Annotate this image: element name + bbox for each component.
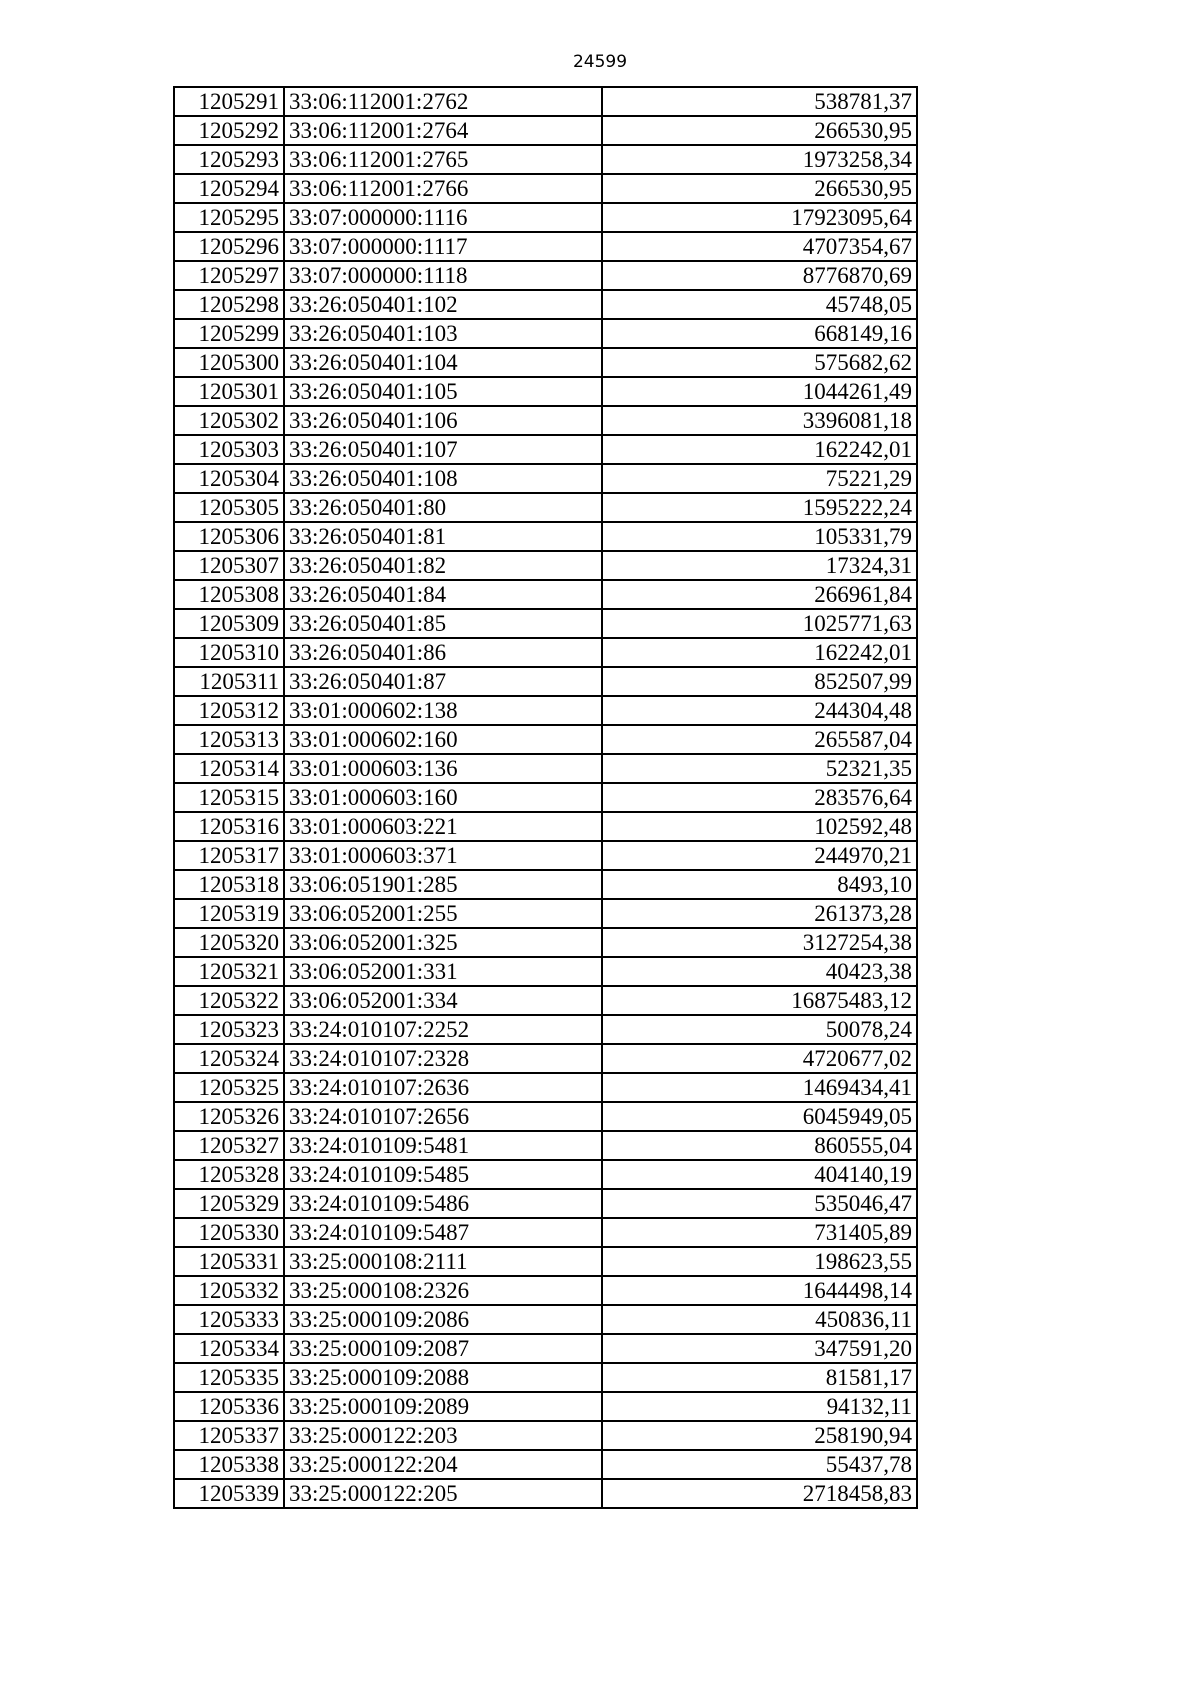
- cadastral-number-cell: 33:01:000603:136: [284, 754, 602, 783]
- row-id-cell: 1205323: [174, 1015, 284, 1044]
- cadastral-number-cell: 33:24:010107:2328: [284, 1044, 602, 1073]
- table-row: [174, 725, 917, 754]
- table-body: [174, 87, 917, 1508]
- cadastral-number-cell: 33:07:000000:1118: [284, 261, 602, 290]
- row-id-cell: 1205312: [174, 696, 284, 725]
- cadastral-number-cell: 33:25:000109:2086: [284, 1305, 602, 1334]
- table-row: [174, 1073, 917, 1102]
- table-row: [174, 1334, 917, 1363]
- table-row: [174, 1015, 917, 1044]
- cadastral-number-cell: 33:25:000109:2089: [284, 1392, 602, 1421]
- cadastral-number-cell: 33:01:000602:160: [284, 725, 602, 754]
- cadastral-number-cell: 33:26:050401:85: [284, 609, 602, 638]
- table-row: [174, 580, 917, 609]
- value-cell: 1044261,49: [602, 377, 917, 406]
- cadastral-number-cell: 33:06:112001:2762: [284, 87, 602, 116]
- value-cell: 1469434,41: [602, 1073, 917, 1102]
- row-id-cell: 1205332: [174, 1276, 284, 1305]
- value-cell: 1644498,14: [602, 1276, 917, 1305]
- value-cell: 1973258,34: [602, 145, 917, 174]
- value-cell: 538781,37: [602, 87, 917, 116]
- row-id-cell: 1205295: [174, 203, 284, 232]
- cadastral-number-cell: 33:26:050401:84: [284, 580, 602, 609]
- row-id-cell: 1205334: [174, 1334, 284, 1363]
- row-id-cell: 1205294: [174, 174, 284, 203]
- value-cell: 102592,48: [602, 812, 917, 841]
- row-id-cell: 1205308: [174, 580, 284, 609]
- value-cell: 347591,20: [602, 1334, 917, 1363]
- table-row: [174, 261, 917, 290]
- row-id-cell: 1205292: [174, 116, 284, 145]
- cadastral-number-cell: 33:25:000108:2326: [284, 1276, 602, 1305]
- cadastral-number-cell: 33:01:000603:371: [284, 841, 602, 870]
- cadastral-number-cell: 33:06:051901:285: [284, 870, 602, 899]
- table-row: [174, 493, 917, 522]
- cadastral-number-cell: 33:25:000108:2111: [284, 1247, 602, 1276]
- row-id-cell: 1205296: [174, 232, 284, 261]
- table-row: [174, 1102, 917, 1131]
- table-row: [174, 1392, 917, 1421]
- value-cell: 283576,64: [602, 783, 917, 812]
- value-cell: 17923095,64: [602, 203, 917, 232]
- value-cell: 668149,16: [602, 319, 917, 348]
- row-id-cell: 1205293: [174, 145, 284, 174]
- row-id-cell: 1205320: [174, 928, 284, 957]
- row-id-cell: 1205315: [174, 783, 284, 812]
- row-id-cell: 1205300: [174, 348, 284, 377]
- row-id-cell: 1205327: [174, 1131, 284, 1160]
- row-id-cell: 1205306: [174, 522, 284, 551]
- row-id-cell: 1205311: [174, 667, 284, 696]
- table-row: [174, 1276, 917, 1305]
- row-id-cell: 1205331: [174, 1247, 284, 1276]
- value-cell: 575682,62: [602, 348, 917, 377]
- value-cell: 244304,48: [602, 696, 917, 725]
- cadastral-number-cell: 33:01:000602:138: [284, 696, 602, 725]
- row-id-cell: 1205333: [174, 1305, 284, 1334]
- row-id-cell: 1205325: [174, 1073, 284, 1102]
- cadastral-number-cell: 33:26:050401:107: [284, 435, 602, 464]
- value-cell: 16875483,12: [602, 986, 917, 1015]
- table-row: [174, 1131, 917, 1160]
- value-cell: 265587,04: [602, 725, 917, 754]
- row-id-cell: 1205303: [174, 435, 284, 464]
- cadastral-number-cell: 33:26:050401:102: [284, 290, 602, 319]
- row-id-cell: 1205318: [174, 870, 284, 899]
- table-row: [174, 377, 917, 406]
- cadastral-number-cell: 33:26:050401:106: [284, 406, 602, 435]
- value-cell: 261373,28: [602, 899, 917, 928]
- value-cell: 162242,01: [602, 435, 917, 464]
- cadastral-number-cell: 33:25:000122:203: [284, 1421, 602, 1450]
- table-row: [174, 203, 917, 232]
- row-id-cell: 1205301: [174, 377, 284, 406]
- row-id-cell: 1205304: [174, 464, 284, 493]
- cadastral-number-cell: 33:01:000603:160: [284, 783, 602, 812]
- cadastral-number-cell: 33:26:050401:80: [284, 493, 602, 522]
- cadastral-number-cell: 33:26:050401:108: [284, 464, 602, 493]
- value-cell: 4707354,67: [602, 232, 917, 261]
- value-cell: 45748,05: [602, 290, 917, 319]
- cadastral-number-cell: 33:26:050401:86: [284, 638, 602, 667]
- cadastral-number-cell: 33:01:000603:221: [284, 812, 602, 841]
- row-id-cell: 1205305: [174, 493, 284, 522]
- table-row: [174, 116, 917, 145]
- table-row: [174, 174, 917, 203]
- table-row: [174, 870, 917, 899]
- cadastral-number-cell: 33:06:112001:2766: [284, 174, 602, 203]
- cadastral-number-cell: 33:26:050401:87: [284, 667, 602, 696]
- cadastral-number-cell: 33:25:000122:205: [284, 1479, 602, 1508]
- value-cell: 50078,24: [602, 1015, 917, 1044]
- row-id-cell: 1205307: [174, 551, 284, 580]
- row-id-cell: 1205317: [174, 841, 284, 870]
- row-id-cell: 1205324: [174, 1044, 284, 1073]
- table-row: [174, 232, 917, 261]
- value-cell: 860555,04: [602, 1131, 917, 1160]
- value-cell: 81581,17: [602, 1363, 917, 1392]
- value-cell: 244970,21: [602, 841, 917, 870]
- table-row: [174, 957, 917, 986]
- table-row: [174, 348, 917, 377]
- table-row: [174, 1450, 917, 1479]
- table-row: [174, 783, 917, 812]
- row-id-cell: 1205322: [174, 986, 284, 1015]
- value-cell: 535046,47: [602, 1189, 917, 1218]
- cadastral-number-cell: 33:26:050401:105: [284, 377, 602, 406]
- row-id-cell: 1205302: [174, 406, 284, 435]
- cadastral-number-cell: 33:24:010109:5487: [284, 1218, 602, 1247]
- value-cell: 266961,84: [602, 580, 917, 609]
- cadastral-number-cell: 33:25:000109:2087: [284, 1334, 602, 1363]
- value-cell: 450836,11: [602, 1305, 917, 1334]
- value-cell: 17324,31: [602, 551, 917, 580]
- value-cell: 731405,89: [602, 1218, 917, 1247]
- table-row: [174, 406, 917, 435]
- row-id-cell: 1205335: [174, 1363, 284, 1392]
- cadastral-number-cell: 33:26:050401:81: [284, 522, 602, 551]
- cadastral-number-cell: 33:24:010109:5486: [284, 1189, 602, 1218]
- cadastral-number-cell: 33:06:052001:331: [284, 957, 602, 986]
- cadastral-number-cell: 33:06:052001:334: [284, 986, 602, 1015]
- cadastral-number-cell: 33:06:112001:2765: [284, 145, 602, 174]
- cadastral-number-cell: 33:26:050401:82: [284, 551, 602, 580]
- row-id-cell: 1205298: [174, 290, 284, 319]
- value-cell: 8776870,69: [602, 261, 917, 290]
- cadastral-number-cell: 33:24:010109:5481: [284, 1131, 602, 1160]
- page-number: 24599: [572, 52, 628, 72]
- table-row: [174, 609, 917, 638]
- table-row: [174, 754, 917, 783]
- value-cell: 8493,10: [602, 870, 917, 899]
- row-id-cell: 1205336: [174, 1392, 284, 1421]
- cadastral-number-cell: 33:26:050401:104: [284, 348, 602, 377]
- value-cell: 40423,38: [602, 957, 917, 986]
- cadastral-number-cell: 33:06:052001:325: [284, 928, 602, 957]
- row-id-cell: 1205299: [174, 319, 284, 348]
- table-row: [174, 986, 917, 1015]
- value-cell: 258190,94: [602, 1421, 917, 1450]
- cadastral-number-cell: 33:24:010109:5485: [284, 1160, 602, 1189]
- table-row: [174, 319, 917, 348]
- row-id-cell: 1205291: [174, 87, 284, 116]
- table-row: [174, 1189, 917, 1218]
- value-cell: 75221,29: [602, 464, 917, 493]
- value-cell: 6045949,05: [602, 1102, 917, 1131]
- table-row: [174, 667, 917, 696]
- table-row: [174, 522, 917, 551]
- row-id-cell: 1205313: [174, 725, 284, 754]
- cadastral-number-cell: 33:24:010107:2656: [284, 1102, 602, 1131]
- table-row: [174, 1363, 917, 1392]
- cadastral-number-cell: 33:07:000000:1117: [284, 232, 602, 261]
- table-row: [174, 551, 917, 580]
- cadastral-number-cell: 33:06:112001:2764: [284, 116, 602, 145]
- table-row: [174, 1421, 917, 1450]
- table-row: [174, 1218, 917, 1247]
- cadastral-number-cell: 33:25:000122:204: [284, 1450, 602, 1479]
- row-id-cell: 1205314: [174, 754, 284, 783]
- table-row: [174, 145, 917, 174]
- row-id-cell: 1205316: [174, 812, 284, 841]
- table-row: [174, 435, 917, 464]
- cadastral-number-cell: 33:06:052001:255: [284, 899, 602, 928]
- value-cell: 1025771,63: [602, 609, 917, 638]
- table-row: [174, 1479, 917, 1508]
- table-row: [174, 1247, 917, 1276]
- table-row: [174, 1044, 917, 1073]
- row-id-cell: 1205310: [174, 638, 284, 667]
- table-row: [174, 1305, 917, 1334]
- value-cell: 266530,95: [602, 116, 917, 145]
- table-row: [174, 812, 917, 841]
- value-cell: 198623,55: [602, 1247, 917, 1276]
- table-row: [174, 638, 917, 667]
- cadastral-number-cell: 33:24:010107:2636: [284, 1073, 602, 1102]
- value-cell: 3396081,18: [602, 406, 917, 435]
- table-row: [174, 290, 917, 319]
- row-id-cell: 1205309: [174, 609, 284, 638]
- table-row: [174, 841, 917, 870]
- value-cell: 105331,79: [602, 522, 917, 551]
- row-id-cell: 1205297: [174, 261, 284, 290]
- row-id-cell: 1205319: [174, 899, 284, 928]
- data-table: [173, 86, 918, 1509]
- table-row: [174, 1160, 917, 1189]
- row-id-cell: 1205329: [174, 1189, 284, 1218]
- value-cell: 4720677,02: [602, 1044, 917, 1073]
- cadastral-number-cell: 33:25:000109:2088: [284, 1363, 602, 1392]
- value-cell: 1595222,24: [602, 493, 917, 522]
- table-row: [174, 464, 917, 493]
- cadastral-number-cell: 33:24:010107:2252: [284, 1015, 602, 1044]
- value-cell: 3127254,38: [602, 928, 917, 957]
- row-id-cell: 1205338: [174, 1450, 284, 1479]
- value-cell: 162242,01: [602, 638, 917, 667]
- row-id-cell: 1205328: [174, 1160, 284, 1189]
- row-id-cell: 1205326: [174, 1102, 284, 1131]
- row-id-cell: 1205321: [174, 957, 284, 986]
- value-cell: 266530,95: [602, 174, 917, 203]
- value-cell: 94132,11: [602, 1392, 917, 1421]
- row-id-cell: 1205337: [174, 1421, 284, 1450]
- cadastral-number-cell: 33:07:000000:1116: [284, 203, 602, 232]
- table-row: [174, 696, 917, 725]
- cadastral-number-cell: 33:26:050401:103: [284, 319, 602, 348]
- value-cell: 55437,78: [602, 1450, 917, 1479]
- table-row: [174, 87, 917, 116]
- row-id-cell: 1205330: [174, 1218, 284, 1247]
- value-cell: 852507,99: [602, 667, 917, 696]
- value-cell: 404140,19: [602, 1160, 917, 1189]
- row-id-cell: 1205339: [174, 1479, 284, 1508]
- table-row: [174, 899, 917, 928]
- table-row: [174, 928, 917, 957]
- value-cell: 2718458,83: [602, 1479, 917, 1508]
- value-cell: 52321,35: [602, 754, 917, 783]
